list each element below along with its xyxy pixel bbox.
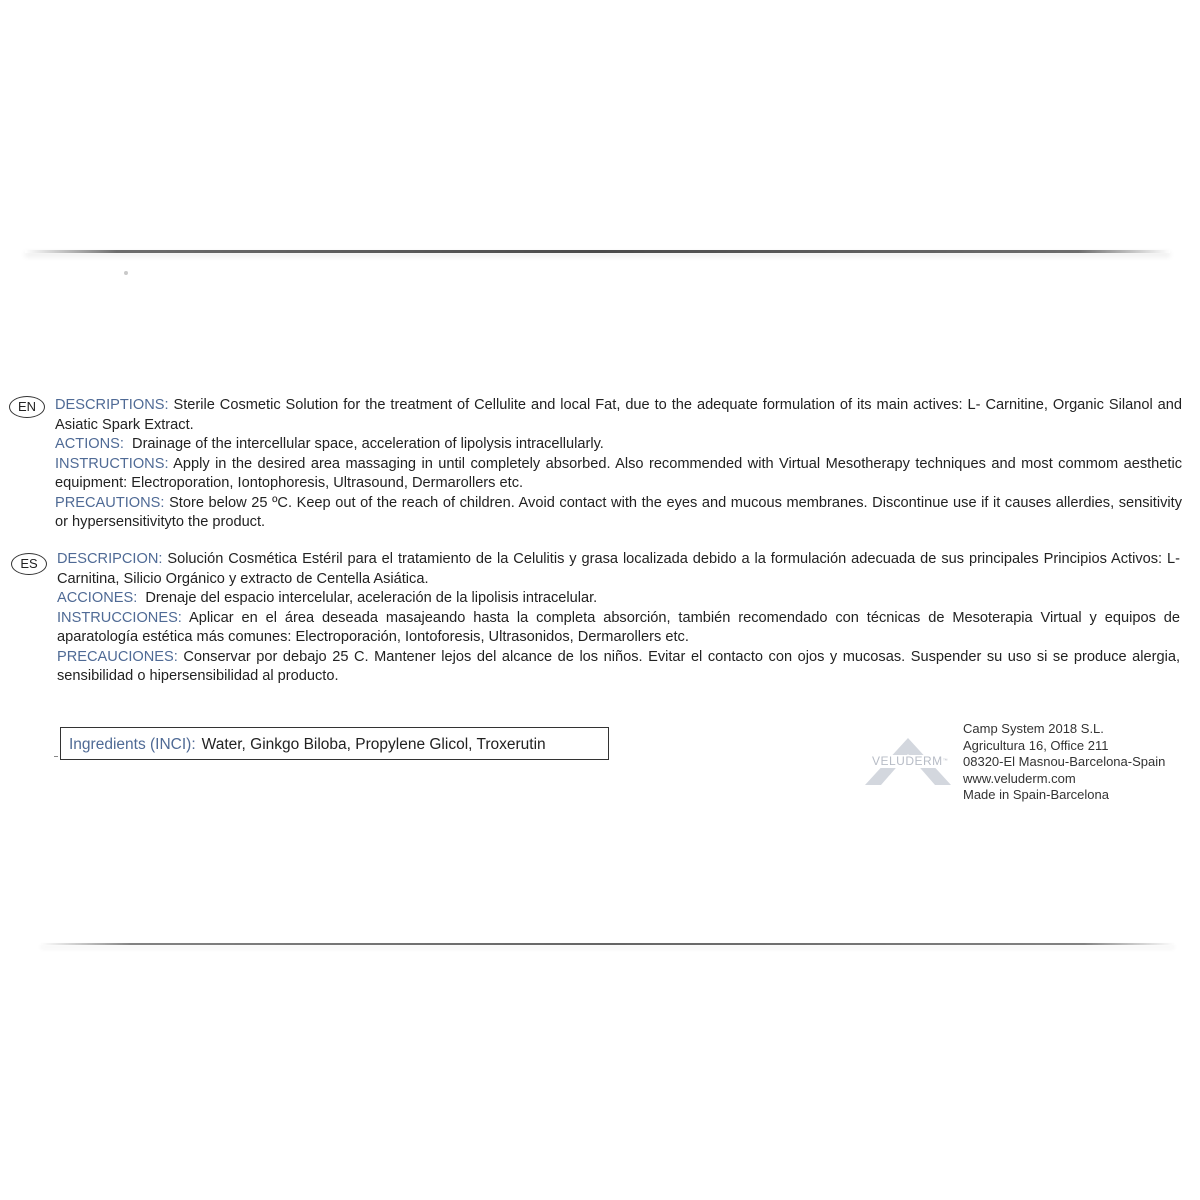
es-precautions-label: PRECAUCIONES: bbox=[57, 648, 178, 665]
en-precautions bbox=[55, 494, 1182, 533]
veluderm-logo-text bbox=[870, 755, 950, 768]
en-actions-text: Drainage of the intercellular space, acceleration of lipolysis intracellularly. bbox=[132, 436, 604, 452]
en-instructions-label: INSTRUCTIONS: bbox=[55, 455, 169, 472]
es-instructions bbox=[57, 609, 1180, 648]
es-precautions bbox=[57, 648, 1180, 687]
company-info bbox=[963, 721, 1165, 804]
lang-badge-es: ES bbox=[11, 553, 47, 575]
section-english bbox=[55, 396, 1182, 533]
es-description bbox=[57, 550, 1180, 589]
es-precautions-text: Conservar por debajo 25 C. Mantener lejos del alcance de los niños. Evitar el contacto con ojos y mucosas. Suspender su uso si se produce alergia, sensibilidad o hipersensibilidad al producto. bbox=[57, 648, 1181, 684]
en-precautions-label: PRECAUTIONS: bbox=[55, 494, 165, 511]
print-mark bbox=[54, 756, 58, 757]
es-actions-label: ACCIONES: bbox=[57, 590, 138, 606]
es-instructions-label: INSTRUCCIONES: bbox=[57, 609, 182, 626]
company-address-line2: 08320-El Masnou-Barcelona-Spain bbox=[963, 754, 1166, 770]
en-description bbox=[55, 396, 1182, 435]
es-actions-text: Drenaje del espacio intercelular, aceleración de la lipolisis intracelular. bbox=[145, 590, 598, 606]
en-actions bbox=[55, 435, 1182, 455]
en-actions-label: ACTIONS: bbox=[55, 436, 124, 452]
es-instructions-text: Aplicar en el área deseada masajeando hasta la completa absorción, también recomendado con técnicas de Mesoterapia Virtual y equipos de aparatología estética más comunes: Electroporación, Iontoforesis, Ultrasonidos, Dermarollers etc. bbox=[57, 609, 1180, 645]
section-spanish bbox=[57, 550, 1180, 687]
company-address-line1: Agricultura 16, Office 211 bbox=[963, 737, 1109, 753]
bottom-divider-line bbox=[40, 943, 1175, 945]
company-origin: Made in Spain-Barcelona bbox=[963, 787, 1109, 803]
es-description-text: Solución Cosmética Estéril para el tratamiento de la Celulitis y grasa localizada debido a la formulación adecuada de sus principales Principios Activos: L-Carnitina, Silicio Orgánico y extracto de Centella Asiática. bbox=[57, 551, 1180, 587]
logo-wordmark: VELUDERM bbox=[872, 754, 943, 768]
print-speck bbox=[124, 271, 128, 275]
company-website: www.veluderm.com bbox=[963, 770, 1076, 786]
en-description-label: DESCRIPTIONS: bbox=[55, 397, 169, 413]
lang-badge-en: EN bbox=[9, 396, 45, 418]
company-name: Camp System 2018 S.L. bbox=[963, 721, 1104, 736]
ingredients-box bbox=[60, 727, 609, 760]
es-actions bbox=[57, 589, 1180, 609]
en-instructions-text: Apply in the desired area massaging in until completely absorbed. Also recommended with Virtual Mesotherapy techniques and most commom aesthetic equipment: Electroporation, Iontophoresis, Ultrasound, Dermarollers etc. bbox=[55, 455, 1183, 491]
es-description-label: DESCRIPCION: bbox=[57, 551, 163, 567]
top-divider-line bbox=[25, 250, 1170, 253]
ingredients-text: Water, Ginkgo Biloba, Propylene Glicol, Troxerutin bbox=[201, 736, 546, 753]
en-description-text: Sterile Cosmetic Solution for the treatment of Cellulite and local Fat, due to the adequate formulation of its main actives: L- Carnitine, Organic Silanol and Asiatic Spark Extract. bbox=[55, 397, 1183, 433]
ingredients-label: Ingredients (INCI): bbox=[69, 736, 196, 753]
en-instructions bbox=[55, 455, 1182, 494]
veluderm-logo bbox=[863, 737, 953, 787]
logo-trademark: ™ bbox=[942, 758, 949, 764]
en-precautions-text: Store below 25 ºC. Keep out of the reach of children. Avoid contact with the eyes and mucous membranes. Discontinue use if it causes allerdies, sensitivity or hypersensitivityto the product. bbox=[55, 494, 1182, 530]
